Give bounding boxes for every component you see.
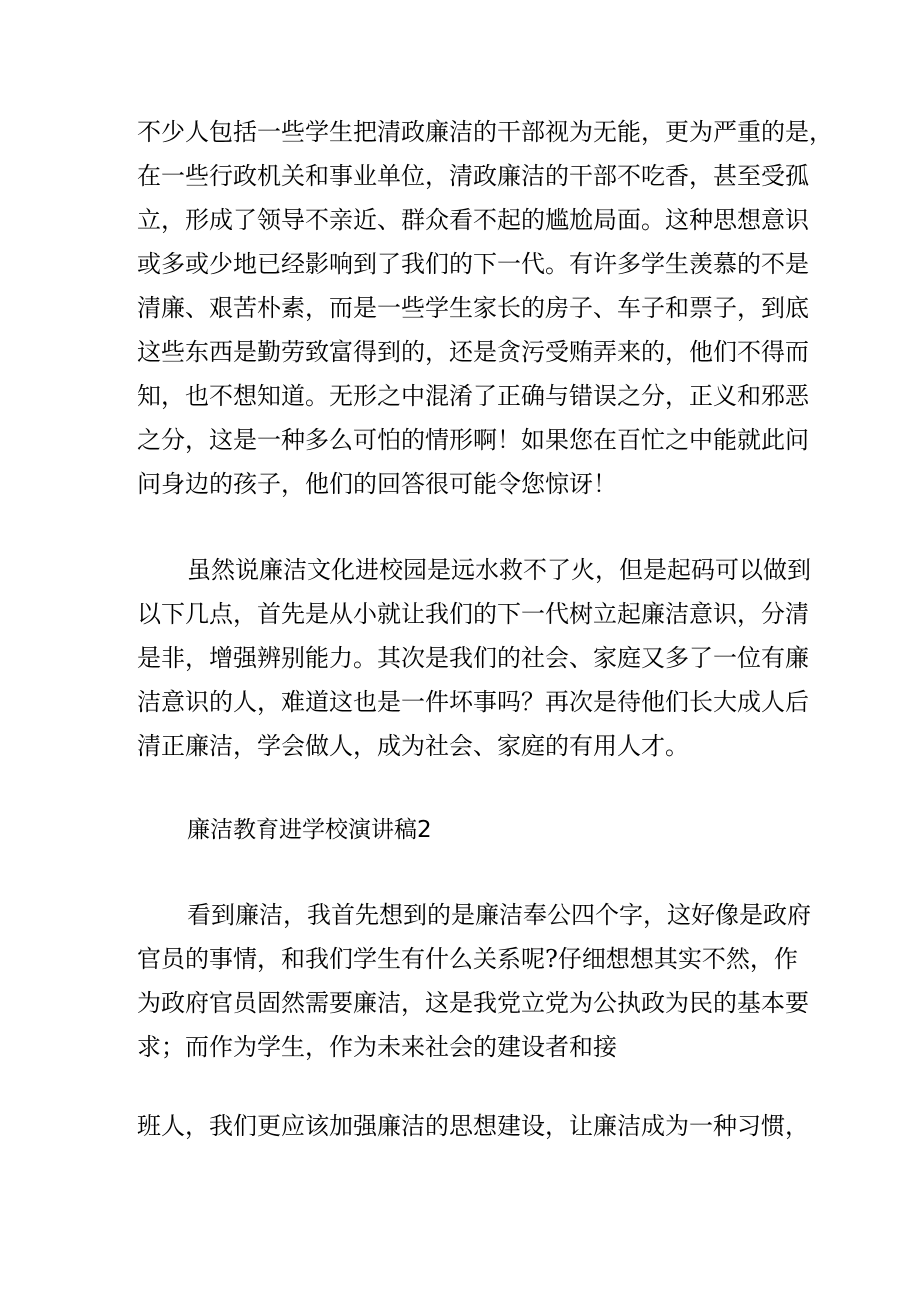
text-line: 不少人包括一些学生把清政廉洁的干部视为无能，更为严重的是， [137, 118, 833, 146]
text-line: 立，形成了领导不亲近、群众看不起的尴尬局面。这种思想意识 [137, 206, 809, 234]
section-heading: 廉洁教育进学校演讲稿2 [187, 817, 432, 843]
text-line: 求；而作为学生，作为未来社会的建设者和接 [137, 1033, 617, 1061]
text-line: 清正廉洁，学会做人，成为社会、家庭的有用人才。 [137, 732, 689, 760]
text-line: 官员的事情，和我们学生有什么关系呢?仔细想想其实不然，作 [137, 945, 798, 973]
text-line: 知，也不想知道。无形之中混淆了正确与错误之分，正义和邪恶 [137, 382, 809, 410]
text-line: 虽然说廉洁文化进校园是远水救不了火，但是起码可以做到 [187, 556, 811, 584]
text-line: 这些东西是勤劳致富得到的，还是贪污受贿弄来的，他们不得而 [137, 338, 809, 366]
text-line: 问身边的孩子，他们的回答很可能令您惊讶！ [137, 470, 617, 498]
text-line: 是非，增强辨别能力。其次是我们的社会、家庭又多了一位有廉 [137, 644, 809, 672]
text-line: 之分，这是一种多么可怕的情形啊！如果您在百忙之中能就此问 [137, 426, 809, 454]
text-line: 以下几点，首先是从小就让我们的下一代树立起廉洁意识，分清 [137, 600, 809, 628]
text-line: 为政府官员固然需要廉洁，这是我党立党为公执政为民的基本要 [137, 989, 809, 1017]
text-line: 在一些行政机关和事业单位，清政廉洁的干部不吃香，甚至受孤 [137, 162, 809, 190]
text-line: 洁意识的人，难道这也是一件坏事吗？再次是待他们长大成人后 [137, 688, 809, 716]
text-line: 或多或少地已经影响到了我们的下一代。有许多学生羡慕的不是 [137, 250, 809, 278]
text-line: 班人，我们更应该加强廉洁的思想建设，让廉洁成为一种习惯， [137, 1112, 809, 1140]
text-line: 看到廉洁，我首先想到的是廉洁奉公四个字，这好像是政府 [187, 901, 811, 929]
text-line: 清廉、艰苦朴素，而是一些学生家长的房子、车子和票子，到底 [137, 294, 809, 322]
